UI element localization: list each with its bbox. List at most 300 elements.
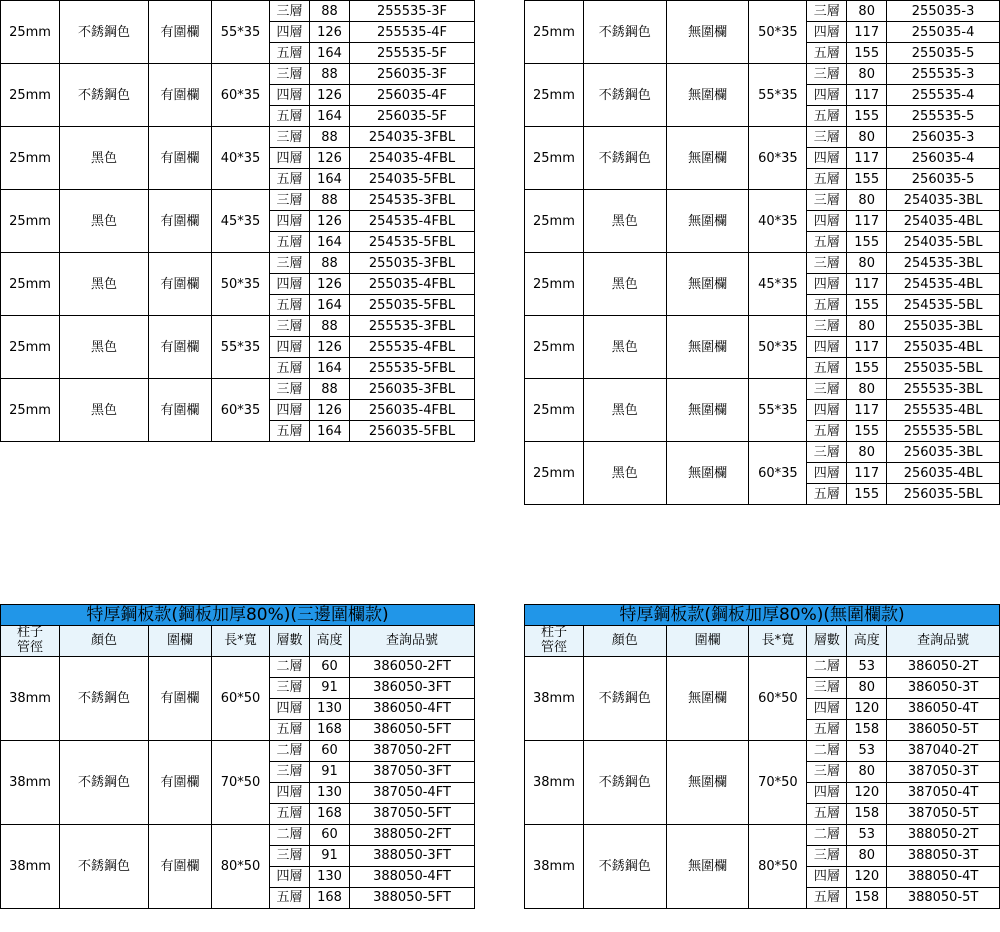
cell-height: 158 [847,719,887,740]
cell-tube-diameter: 25mm [1,64,60,127]
cell-layer-count: 四層 [270,866,310,887]
cell-product-code: 386050-3T [887,677,1000,698]
cell-height: 130 [310,698,350,719]
cell-size: 55*35 [749,379,807,442]
cell-layer-count: 四層 [270,400,310,421]
cell-product-code: 388050-5T [887,887,1000,908]
cell-size: 80*50 [212,824,270,908]
cell-fence: 無圍欄 [666,190,749,253]
cell-height: 164 [310,232,350,253]
cell-height: 155 [847,358,887,379]
cell-tube-diameter: 25mm [1,190,60,253]
cell-height: 117 [847,463,887,484]
cell-product-code: 386050-2T [887,656,1000,677]
cell-color: 不銹鋼色 [583,1,666,64]
cell-layer-count: 五層 [270,295,310,316]
cell-layer-count: 四層 [270,698,310,719]
cell-product-code: 256035-4 [887,148,1000,169]
cell-layer-count: 五層 [807,358,847,379]
cell-size: 50*35 [749,1,807,64]
table-row [1,127,475,148]
cell-height: 117 [847,148,887,169]
table-title-row [525,605,1000,626]
cell-layer-count: 三層 [270,379,310,400]
table-row [1,316,475,337]
cell-layer-count: 四層 [807,337,847,358]
cell-height: 158 [847,803,887,824]
column-header: 層數 [270,626,310,657]
cell-product-code: 386050-4FT [350,698,475,719]
table-top-right-body [525,1,1000,505]
cell-layer-count: 五層 [270,358,310,379]
cell-color: 黑色 [60,253,149,316]
cell-height: 91 [310,845,350,866]
cell-layer-count: 二層 [270,824,310,845]
cell-product-code: 254535-5FBL [350,232,475,253]
cell-layer-count: 三層 [807,845,847,866]
cell-product-code: 387050-2FT [350,740,475,761]
cell-product-code: 255035-5BL [887,358,1000,379]
cell-height: 88 [310,1,350,22]
cell-height: 88 [310,190,350,211]
cell-height: 126 [310,85,350,106]
cell-color: 不銹鋼色 [583,656,666,740]
table-top-left [0,0,475,442]
cell-color: 黑色 [583,379,666,442]
cell-size: 60*50 [749,656,807,740]
table-bottom-left-head [1,605,475,657]
cell-height: 117 [847,337,887,358]
table-row [525,190,1000,211]
cell-layer-count: 四層 [807,400,847,421]
cell-layer-count: 四層 [270,148,310,169]
cell-height: 117 [847,22,887,43]
table-top-right [524,0,1000,505]
cell-layer-count: 三層 [270,64,310,85]
cell-height: 53 [847,824,887,845]
cell-product-code: 255535-4FBL [350,337,475,358]
cell-height: 155 [847,43,887,64]
cell-fence: 無圍欄 [666,442,749,505]
cell-product-code: 255535-4 [887,85,1000,106]
cell-height: 164 [310,421,350,442]
cell-layer-count: 三層 [807,253,847,274]
cell-layer-count: 二層 [270,740,310,761]
cell-tube-diameter: 25mm [525,316,584,379]
cell-product-code: 254035-4FBL [350,148,475,169]
table-top-left-body [1,1,475,442]
cell-layer-count: 四層 [270,782,310,803]
table-title: 特厚鋼板款(鋼板加厚80%)(無圍欄款) [525,605,1000,626]
cell-layer-count: 五層 [807,106,847,127]
cell-size: 50*35 [749,316,807,379]
table-row [1,253,475,274]
cell-layer-count: 三層 [270,253,310,274]
cell-height: 80 [847,64,887,85]
cell-product-code: 256035-4FBL [350,400,475,421]
cell-color: 黑色 [583,190,666,253]
cell-fence: 無圍欄 [666,1,749,64]
cell-size: 60*35 [749,442,807,505]
cell-product-code: 256035-5F [350,106,475,127]
cell-layer-count: 五層 [807,421,847,442]
cell-product-code: 388050-2T [887,824,1000,845]
cell-fence: 無圍欄 [666,316,749,379]
cell-size: 55*35 [212,316,270,379]
cell-layer-count: 三層 [270,761,310,782]
cell-fence: 無圍欄 [666,656,749,740]
cell-product-code: 388050-2FT [350,824,475,845]
cell-layer-count: 五層 [807,719,847,740]
cell-layer-count: 四層 [807,211,847,232]
cell-product-code: 387050-5T [887,803,1000,824]
cell-color: 黑色 [60,190,149,253]
cell-height: 168 [310,887,350,908]
cell-fence: 無圍欄 [666,824,749,908]
cell-product-code: 255535-3 [887,64,1000,85]
cell-layer-count: 四層 [807,698,847,719]
cell-height: 88 [310,379,350,400]
cell-height: 155 [847,484,887,505]
cell-layer-count: 四層 [807,22,847,43]
cell-layer-count: 三層 [270,677,310,698]
cell-fence: 無圍欄 [666,740,749,824]
cell-product-code: 255035-3BL [887,316,1000,337]
table-row [525,316,1000,337]
cell-product-code: 388050-3T [887,845,1000,866]
cell-layer-count: 五層 [270,803,310,824]
cell-layer-count: 四層 [807,463,847,484]
cell-height: 130 [310,866,350,887]
cell-height: 117 [847,400,887,421]
cell-product-code: 254035-4BL [887,211,1000,232]
cell-product-code: 255035-5 [887,43,1000,64]
cell-layer-count: 三層 [270,127,310,148]
cell-layer-count: 五層 [807,887,847,908]
table-row [525,253,1000,274]
cell-height: 120 [847,866,887,887]
cell-height: 120 [847,698,887,719]
cell-product-code: 255535-3FBL [350,316,475,337]
cell-fence: 有圍欄 [149,64,212,127]
table-row [1,740,475,761]
column-header: 柱子 管徑 [525,626,584,657]
cell-height: 80 [847,1,887,22]
cell-tube-diameter: 25mm [525,253,584,316]
cell-layer-count: 三層 [807,1,847,22]
cell-layer-count: 三層 [807,127,847,148]
table-row [525,824,1000,845]
cell-layer-count: 四層 [270,274,310,295]
cell-height: 88 [310,127,350,148]
cell-height: 164 [310,106,350,127]
cell-product-code: 388050-4T [887,866,1000,887]
cell-height: 80 [847,316,887,337]
cell-product-code: 388050-3FT [350,845,475,866]
cell-size: 45*35 [749,253,807,316]
cell-fence: 有圍欄 [149,127,212,190]
cell-height: 126 [310,148,350,169]
cell-layer-count: 二層 [807,656,847,677]
cell-product-code: 386050-3FT [350,677,475,698]
cell-size: 70*50 [749,740,807,824]
cell-product-code: 254535-3FBL [350,190,475,211]
cell-layer-count: 五層 [270,421,310,442]
table-row [525,442,1000,463]
column-header: 顏色 [583,626,666,657]
cell-product-code: 254535-5BL [887,295,1000,316]
cell-fence: 無圍欄 [666,64,749,127]
cell-product-code: 387040-2T [887,740,1000,761]
cell-color: 不銹鋼色 [60,656,149,740]
cell-layer-count: 四層 [807,85,847,106]
cell-height: 126 [310,22,350,43]
cell-tube-diameter: 38mm [1,740,60,824]
cell-height: 164 [310,358,350,379]
cell-height: 80 [847,761,887,782]
cell-layer-count: 二層 [807,824,847,845]
cell-fence: 有圍欄 [149,190,212,253]
table-title: 特厚鋼板款(鋼板加厚80%)(三邊圍欄款) [1,605,475,626]
cell-tube-diameter: 25mm [1,379,60,442]
cell-height: 155 [847,421,887,442]
cell-product-code: 256035-3F [350,64,475,85]
table-row [1,379,475,400]
cell-product-code: 387050-3FT [350,761,475,782]
cell-product-code: 386050-5T [887,719,1000,740]
cell-layer-count: 四層 [270,85,310,106]
table-row [525,379,1000,400]
cell-product-code: 255535-5F [350,43,475,64]
cell-color: 不銹鋼色 [583,64,666,127]
cell-product-code: 256035-4BL [887,463,1000,484]
cell-color: 黑色 [583,316,666,379]
cell-fence: 有圍欄 [149,824,212,908]
cell-height: 53 [847,740,887,761]
cell-product-code: 256035-3BL [887,442,1000,463]
cell-layer-count: 五層 [270,106,310,127]
cell-product-code: 254535-4BL [887,274,1000,295]
table-row [1,190,475,211]
table-bottom-right-head [525,605,1000,657]
cell-product-code: 256035-3FBL [350,379,475,400]
column-header: 圍欄 [149,626,212,657]
cell-tube-diameter: 25mm [1,1,60,64]
cell-height: 120 [847,782,887,803]
cell-height: 126 [310,400,350,421]
cell-height: 117 [847,274,887,295]
cell-product-code: 255535-4BL [887,400,1000,421]
cell-layer-count: 三層 [270,316,310,337]
column-header: 層數 [807,626,847,657]
cell-tube-diameter: 25mm [525,64,584,127]
cell-fence: 有圍欄 [149,316,212,379]
cell-layer-count: 三層 [807,677,847,698]
cell-product-code: 255035-4BL [887,337,1000,358]
cell-fence: 有圍欄 [149,740,212,824]
cell-size: 60*35 [749,127,807,190]
cell-height: 158 [847,887,887,908]
cell-tube-diameter: 38mm [1,656,60,740]
cell-height: 155 [847,106,887,127]
cell-color: 黑色 [583,442,666,505]
cell-height: 117 [847,85,887,106]
cell-product-code: 387050-5FT [350,803,475,824]
cell-layer-count: 四層 [807,274,847,295]
table-row [525,64,1000,85]
cell-layer-count: 三層 [807,379,847,400]
cell-height: 88 [310,253,350,274]
cell-product-code: 256035-5FBL [350,421,475,442]
cell-size: 60*35 [212,64,270,127]
column-header: 查詢品號 [350,626,475,657]
cell-tube-diameter: 38mm [1,824,60,908]
cell-product-code: 255035-4FBL [350,274,475,295]
cell-layer-count: 五層 [270,169,310,190]
cell-height: 60 [310,740,350,761]
table-header-row [1,626,475,657]
cell-product-code: 255535-5 [887,106,1000,127]
column-header: 長*寬 [749,626,807,657]
cell-tube-diameter: 25mm [1,253,60,316]
cell-height: 88 [310,316,350,337]
column-header: 高度 [310,626,350,657]
cell-product-code: 256035-3 [887,127,1000,148]
cell-size: 80*50 [749,824,807,908]
cell-color: 不銹鋼色 [60,1,149,64]
cell-color: 黑色 [60,316,149,379]
cell-product-code: 387050-3T [887,761,1000,782]
table-bottom-right-body [525,656,1000,908]
cell-layer-count: 三層 [807,316,847,337]
table-title-row [1,605,475,626]
cell-layer-count: 四層 [270,211,310,232]
cell-height: 168 [310,803,350,824]
table-bottom-left [0,604,475,909]
cell-height: 91 [310,761,350,782]
cell-height: 155 [847,169,887,190]
cell-tube-diameter: 25mm [525,190,584,253]
cell-fence: 有圍欄 [149,1,212,64]
cell-product-code: 386050-5FT [350,719,475,740]
column-header: 高度 [847,626,887,657]
cell-height: 126 [310,211,350,232]
column-header: 柱子 管徑 [1,626,60,657]
cell-layer-count: 三層 [270,845,310,866]
cell-height: 130 [310,782,350,803]
cell-size: 55*35 [212,1,270,64]
cell-height: 80 [847,379,887,400]
cell-layer-count: 四層 [807,148,847,169]
cell-fence: 無圍欄 [666,379,749,442]
cell-layer-count: 三層 [807,442,847,463]
cell-layer-count: 二層 [270,656,310,677]
table-header-row [525,626,1000,657]
cell-height: 60 [310,656,350,677]
cell-product-code: 256035-5 [887,169,1000,190]
cell-height: 155 [847,232,887,253]
cell-layer-count: 五層 [270,232,310,253]
cell-size: 40*35 [749,190,807,253]
cell-color: 黑色 [583,253,666,316]
table-row [525,1,1000,22]
cell-fence: 無圍欄 [666,127,749,190]
cell-size: 50*35 [212,253,270,316]
cell-product-code: 254035-5FBL [350,169,475,190]
cell-height: 91 [310,677,350,698]
cell-height: 164 [310,295,350,316]
column-header: 圍欄 [666,626,749,657]
cell-tube-diameter: 38mm [525,740,584,824]
cell-color: 黑色 [60,127,149,190]
cell-fence: 有圍欄 [149,656,212,740]
cell-product-code: 255535-3BL [887,379,1000,400]
cell-height: 80 [847,127,887,148]
cell-height: 53 [847,656,887,677]
table-row [1,64,475,85]
cell-size: 60*35 [212,379,270,442]
cell-height: 164 [310,43,350,64]
cell-layer-count: 五層 [807,484,847,505]
cell-product-code: 388050-4FT [350,866,475,887]
cell-height: 60 [310,824,350,845]
cell-size: 55*35 [749,64,807,127]
cell-layer-count: 五層 [807,232,847,253]
cell-color: 不銹鋼色 [60,824,149,908]
cell-height: 80 [847,253,887,274]
cell-tube-diameter: 25mm [525,442,584,505]
cell-size: 45*35 [212,190,270,253]
cell-product-code: 254535-3BL [887,253,1000,274]
cell-product-code: 256035-5BL [887,484,1000,505]
cell-layer-count: 五層 [270,887,310,908]
cell-product-code: 254035-3FBL [350,127,475,148]
cell-product-code: 387050-4T [887,782,1000,803]
cell-size: 40*35 [212,127,270,190]
cell-height: 80 [847,845,887,866]
cell-tube-diameter: 38mm [525,824,584,908]
cell-tube-diameter: 25mm [525,127,584,190]
cell-layer-count: 三層 [807,761,847,782]
cell-product-code: 386050-4T [887,698,1000,719]
cell-tube-diameter: 25mm [1,127,60,190]
table-row [525,656,1000,677]
cell-layer-count: 四層 [270,337,310,358]
cell-product-code: 254035-5BL [887,232,1000,253]
cell-tube-diameter: 25mm [525,379,584,442]
table-row [525,740,1000,761]
table-row [1,1,475,22]
cell-layer-count: 五層 [807,295,847,316]
cell-height: 126 [310,337,350,358]
cell-height: 168 [310,719,350,740]
cell-fence: 有圍欄 [149,379,212,442]
cell-layer-count: 四層 [807,782,847,803]
cell-layer-count: 五層 [807,43,847,64]
cell-layer-count: 四層 [807,866,847,887]
cell-product-code: 255035-4 [887,22,1000,43]
cell-height: 88 [310,64,350,85]
cell-height: 117 [847,211,887,232]
cell-layer-count: 五層 [270,719,310,740]
table-bottom-left-body [1,656,475,908]
cell-layer-count: 二層 [807,740,847,761]
cell-product-code: 255035-5FBL [350,295,475,316]
table-bottom-right [524,604,1000,909]
column-header: 顏色 [60,626,149,657]
table-row [1,824,475,845]
cell-layer-count: 三層 [270,190,310,211]
